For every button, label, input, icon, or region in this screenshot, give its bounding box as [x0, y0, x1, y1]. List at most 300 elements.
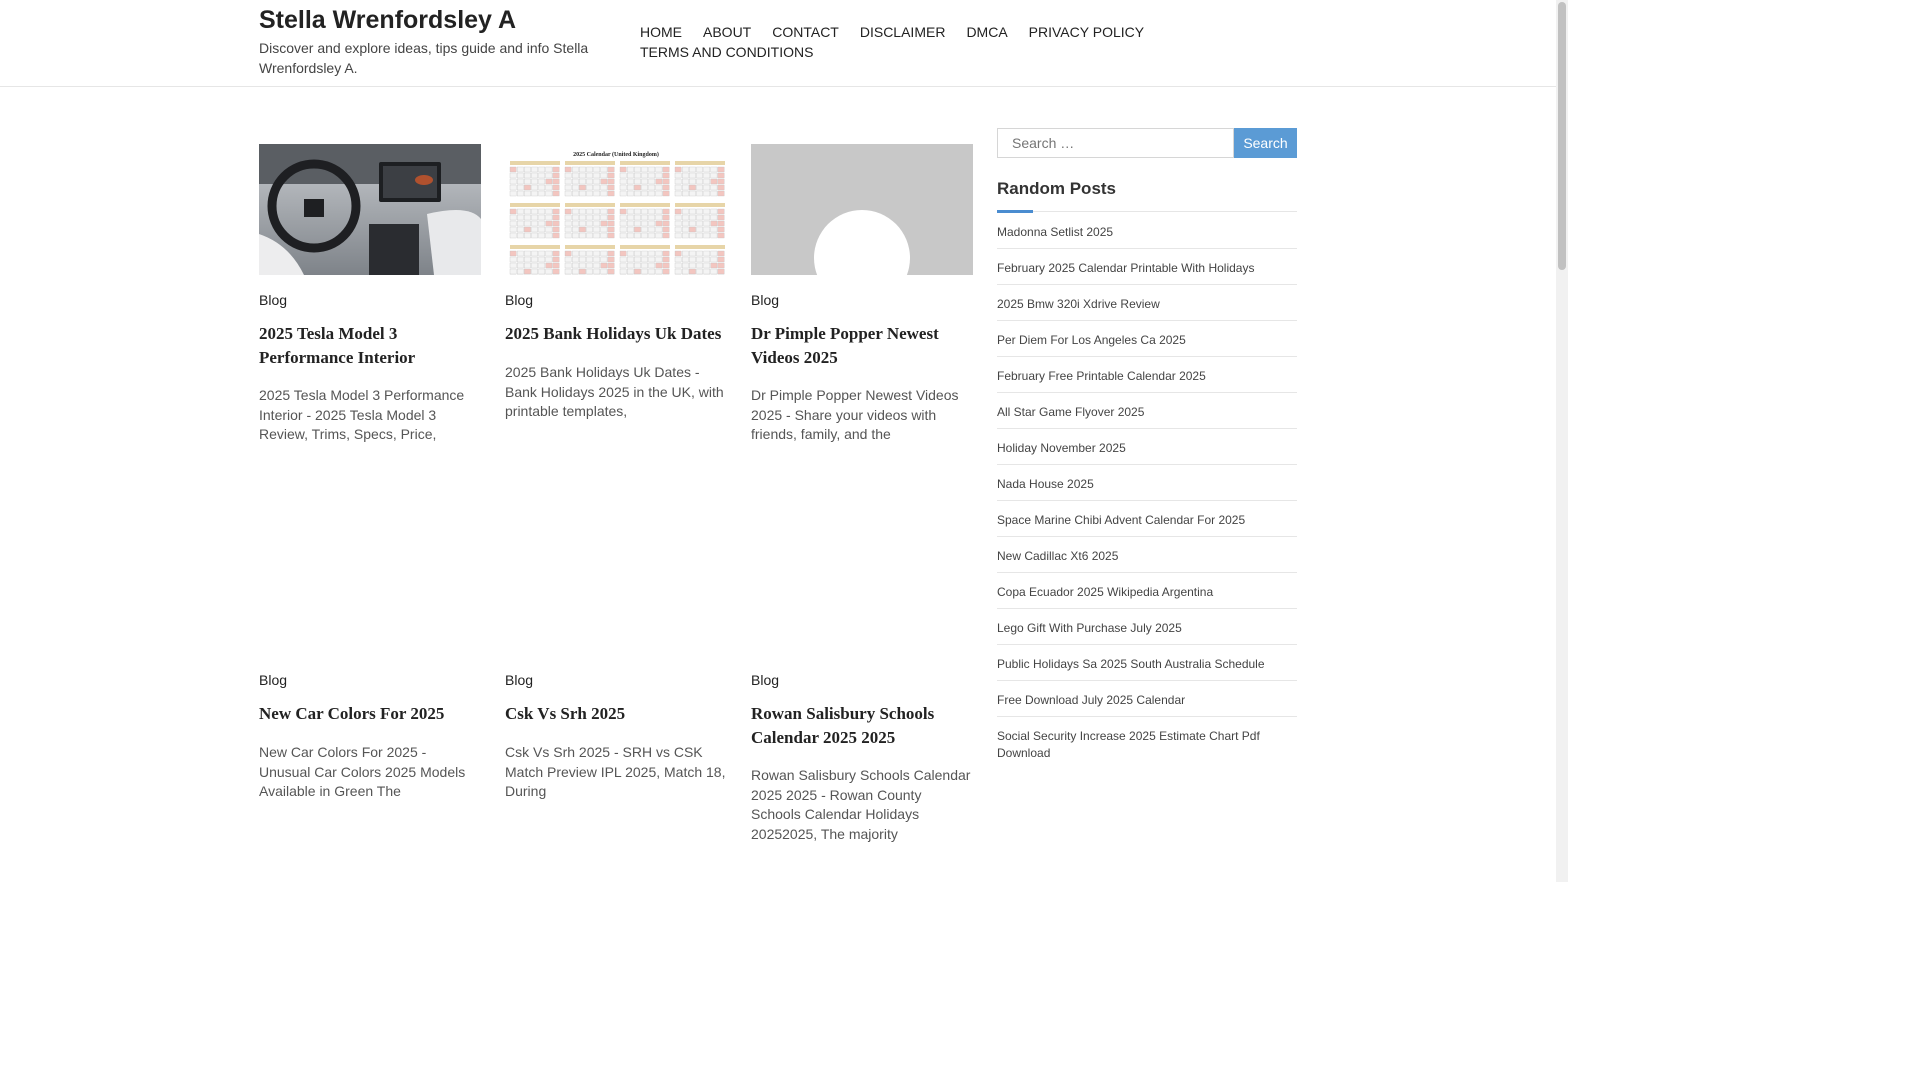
- calendar-day-cell: [546, 167, 552, 172]
- calendar-day-cell: [634, 179, 640, 184]
- calendar-day-cell: [696, 269, 702, 274]
- calendar-day-cell: [524, 257, 530, 262]
- calendar-day-cell: [682, 209, 688, 214]
- calendar-day-cell: [586, 209, 592, 214]
- random-post-link[interactable]: Lego Gift With Purchase July 2025: [997, 609, 1297, 645]
- calendar-day-cell: [641, 209, 647, 214]
- calendar-day-cell: [601, 185, 607, 190]
- post-category[interactable]: Blog: [751, 672, 780, 688]
- calendar-day-cell: [546, 251, 552, 256]
- calendar-day-cell: [627, 167, 633, 172]
- calendar-day-cell: [649, 215, 655, 220]
- random-post-link[interactable]: Social Security Increase 2025 Estimate Chart Pdf Download: [997, 729, 1260, 760]
- calendar-day-cell: [704, 257, 710, 262]
- calendar-day-cell: [572, 251, 578, 256]
- calendar-day-cell: [517, 263, 523, 268]
- calendar-day-cell: [689, 257, 695, 262]
- calendar-day-cell: [539, 221, 545, 226]
- calendar-day-cell: [656, 221, 662, 226]
- calendar-day-cell: [656, 233, 662, 238]
- calendar-day-cell: [524, 251, 530, 256]
- calendar-day-cell: [634, 167, 640, 172]
- calendar-day-cell: [711, 209, 717, 214]
- random-post-link[interactable]: February 2025 Calendar Printable With Holidays: [997, 249, 1297, 285]
- calendar-day-cell: [656, 251, 662, 256]
- calendar-month-header: [510, 245, 560, 249]
- random-posts-title: Random Posts: [997, 179, 1117, 198]
- calendar-day-cell: [510, 191, 516, 196]
- random-post-link[interactable]: Copa Ecuador 2025 Wikipedia Argentina: [997, 573, 1297, 609]
- calendar-day-cell: [663, 257, 669, 262]
- calendar-day-cell: [579, 263, 585, 268]
- calendar-day-cell: [531, 233, 537, 238]
- calendar-day-cell: [553, 263, 559, 268]
- post-title[interactable]: Csk Vs Srh 2025: [505, 704, 626, 723]
- calendar-day-cell: [565, 173, 571, 178]
- calendar-day-cell: [718, 173, 724, 178]
- calendar-day-cell: [718, 269, 724, 274]
- calendar-day-cell: [663, 227, 669, 232]
- calendar-day-cell: [627, 191, 633, 196]
- calendar-day-cell: [553, 221, 559, 226]
- calendar-day-cell: [620, 251, 626, 256]
- calendar-day-cell: [656, 257, 662, 262]
- post-excerpt: Dr Pimple Popper Newest Videos 2025 - Share your videos with friends, family, and the: [751, 387, 959, 442]
- calendar-day-cell: [711, 173, 717, 178]
- calendar-day-cell: [608, 173, 614, 178]
- calendar-day-cell: [601, 173, 607, 178]
- calendar-day-cell: [675, 167, 681, 172]
- random-post-link[interactable]: Per Diem For Los Angeles Ca 2025: [997, 321, 1297, 357]
- calendar-day-cell: [594, 227, 600, 232]
- calendar-day-cell: [517, 215, 523, 220]
- calendar-day-cell: [711, 269, 717, 274]
- calendar-day-cell: [634, 185, 640, 190]
- calendar-day-cell: [641, 179, 647, 184]
- calendar-day-cell: [565, 227, 571, 232]
- calendar-day-cell: [634, 263, 640, 268]
- calendar-day-cell: [586, 227, 592, 232]
- calendar-month-header: [620, 245, 670, 249]
- post-category[interactable]: Blog: [505, 672, 534, 688]
- calendar-day-cell: [601, 215, 607, 220]
- calendar-day-cell: [586, 251, 592, 256]
- calendar-day-cell: [649, 179, 655, 184]
- calendar-day-cell: [586, 179, 592, 184]
- calendar-day-cell: [572, 257, 578, 262]
- calendar-day-cell: [601, 263, 607, 268]
- calendar-day-cell: [620, 167, 626, 172]
- calendar-day-cell: [682, 227, 688, 232]
- calendar-day-cell: [620, 173, 626, 178]
- calendar-day-cell: [696, 221, 702, 226]
- calendar-day-cell: [663, 251, 669, 256]
- scrollbar-thumb[interactable]: [1558, 2, 1566, 270]
- calendar-day-cell: [546, 179, 552, 184]
- nav-terms-and-conditions[interactable]: TERMS AND CONDITIONS: [640, 43, 814, 60]
- calendar-day-cell: [594, 221, 600, 226]
- calendar-day-cell: [675, 173, 681, 178]
- calendar-day-cell: [663, 263, 669, 268]
- post-thumbnail-tesla-interior[interactable]: [259, 144, 481, 275]
- calendar-day-cell: [641, 263, 647, 268]
- calendar-day-cell: [682, 263, 688, 268]
- calendar-day-cell: [579, 209, 585, 214]
- calendar-day-cell: [601, 167, 607, 172]
- calendar-day-cell: [531, 185, 537, 190]
- calendar-day-cell: [565, 251, 571, 256]
- calendar-day-cell: [546, 173, 552, 178]
- calendar-day-cell: [594, 269, 600, 274]
- calendar-day-cell: [711, 251, 717, 256]
- calendar-day-cell: [649, 257, 655, 262]
- calendar-day-cell: [553, 185, 559, 190]
- calendar-day-cell: [718, 257, 724, 262]
- calendar-day-cell: [553, 209, 559, 214]
- random-post-link[interactable]: 2025 Bmw 320i Xdrive Review: [997, 285, 1297, 321]
- main-nav: [640, 23, 1180, 62]
- site-description: Discover and explore ideas, tips guide and info Stella Wrenfordsley A.: [259, 40, 589, 76]
- calendar-day-cell: [634, 191, 640, 196]
- calendar-day-cell: [572, 227, 578, 232]
- calendar-day-cell: [510, 179, 516, 184]
- calendar-day-cell: [572, 269, 578, 274]
- calendar-day-cell: [524, 173, 530, 178]
- calendar-day-cell: [553, 173, 559, 178]
- calendar-day-cell: [572, 179, 578, 184]
- calendar-day-cell: [539, 173, 545, 178]
- calendar-day-cell: [711, 221, 717, 226]
- calendar-day-cell: [572, 209, 578, 214]
- calendar-day-cell: [546, 263, 552, 268]
- post-card: [751, 144, 973, 444]
- calendar-day-cell: [601, 227, 607, 232]
- post-card: [259, 144, 481, 444]
- calendar-day-cell: [608, 227, 614, 232]
- calendar-day-cell: [675, 227, 681, 232]
- calendar-day-cell: [696, 227, 702, 232]
- calendar-day-cell: [704, 233, 710, 238]
- random-post-link[interactable]: Nada House 2025: [997, 465, 1297, 501]
- nav-disclaimer[interactable]: DISCLAIMER: [859, 24, 946, 40]
- calendar-day-cell: [675, 233, 681, 238]
- calendar-day-cell: [517, 269, 523, 274]
- calendar-day-cell: [689, 179, 695, 184]
- calendar-day-cell: [553, 167, 559, 172]
- calendar-day-cell: [565, 221, 571, 226]
- calendar-day-cell: [601, 269, 607, 274]
- calendar-image: [505, 144, 727, 275]
- calendar-day-cell: [586, 263, 592, 268]
- calendar-day-cell: [546, 233, 552, 238]
- calendar-day-cell: [531, 263, 537, 268]
- calendar-day-cell: [546, 257, 552, 262]
- calendar-day-cell: [620, 227, 626, 232]
- calendar-day-cell: [682, 173, 688, 178]
- calendar-day-cell: [517, 179, 523, 184]
- calendar-day-cell: [620, 257, 626, 262]
- calendar-day-cell: [553, 227, 559, 232]
- calendar-day-cell: [586, 191, 592, 196]
- nav-contact[interactable]: CONTACT: [772, 24, 839, 40]
- calendar-day-cell: [682, 215, 688, 220]
- calendar-day-cell: [696, 179, 702, 184]
- calendar-day-cell: [696, 209, 702, 214]
- search-button[interactable]: Search: [1234, 128, 1297, 158]
- calendar-day-cell: [517, 185, 523, 190]
- calendar-day-cell: [675, 257, 681, 262]
- calendar-day-cell: [675, 263, 681, 268]
- calendar-day-cell: [689, 167, 695, 172]
- calendar-day-cell: [586, 167, 592, 172]
- calendar-day-cell: [627, 185, 633, 190]
- random-post-link[interactable]: Free Download July 2025 Calendar: [997, 681, 1297, 717]
- calendar-day-cell: [675, 185, 681, 190]
- calendar-day-cell: [711, 185, 717, 190]
- site-title[interactable]: Stella Wrenfordsley A: [259, 6, 517, 34]
- nav-home[interactable]: HOME: [640, 24, 682, 40]
- calendar-day-cell: [704, 191, 710, 196]
- calendar-day-cell: [718, 167, 724, 172]
- calendar-day-cell: [608, 191, 614, 196]
- calendar-day-cell: [696, 257, 702, 262]
- calendar-day-cell: [608, 251, 614, 256]
- calendar-day-cell: [682, 221, 688, 226]
- calendar-day-cell: [682, 167, 688, 172]
- calendar-day-cell: [553, 215, 559, 220]
- calendar-day-cell: [608, 215, 614, 220]
- calendar-day-cell: [539, 209, 545, 214]
- page-scrollbar[interactable]: [1556, 0, 1568, 882]
- post-category[interactable]: Blog: [751, 292, 780, 308]
- calendar-day-cell: [663, 215, 669, 220]
- calendar-day-cell: [594, 191, 600, 196]
- calendar-day-cell: [517, 233, 523, 238]
- calendar-day-cell: [608, 257, 614, 262]
- calendar-day-cell: [663, 179, 669, 184]
- calendar-day-cell: [531, 173, 537, 178]
- calendar-day-cell: [565, 257, 571, 262]
- calendar-day-cell: [641, 185, 647, 190]
- calendar-day-cell: [711, 179, 717, 184]
- calendar-day-cell: [711, 167, 717, 172]
- calendar-day-cell: [586, 173, 592, 178]
- calendar-day-cell: [531, 221, 537, 226]
- calendar-day-cell: [696, 191, 702, 196]
- calendar-day-cell: [696, 167, 702, 172]
- calendar-day-cell: [594, 263, 600, 268]
- post-thumbnail-placeholder[interactable]: [751, 144, 973, 275]
- calendar-day-cell: [718, 179, 724, 184]
- random-post-link[interactable]: New Cadillac Xt6 2025: [997, 537, 1297, 573]
- calendar-day-cell: [510, 221, 516, 226]
- calendar-day-cell: [620, 215, 626, 220]
- calendar-day-cell: [524, 269, 530, 274]
- calendar-day-cell: [510, 227, 516, 232]
- calendar-day-cell: [649, 191, 655, 196]
- calendar-day-cell: [601, 209, 607, 214]
- calendar-day-cell: [627, 173, 633, 178]
- post-title[interactable]: Dr Pimple Popper Newest Videos 2025: [751, 324, 939, 367]
- calendar-day-cell: [510, 263, 516, 268]
- calendar-day-cell: [656, 179, 662, 184]
- post-card: [751, 672, 973, 852]
- calendar-day-cell: [682, 257, 688, 262]
- calendar-day-cell: [531, 269, 537, 274]
- calendar-day-cell: [553, 191, 559, 196]
- calendar-day-cell: [601, 233, 607, 238]
- calendar-day-cell: [531, 251, 537, 256]
- post-title[interactable]: New Car Colors For 2025: [259, 704, 445, 723]
- calendar-day-cell: [704, 173, 710, 178]
- calendar-day-cell: [608, 167, 614, 172]
- post-title[interactable]: Rowan Salisbury Schools Calendar 2025 2025: [751, 704, 935, 747]
- calendar-day-cell: [718, 215, 724, 220]
- calendar-month-header: [510, 161, 560, 165]
- calendar-day-cell: [641, 167, 647, 172]
- calendar-day-cell: [531, 179, 537, 184]
- calendar-day-cell: [634, 215, 640, 220]
- calendar-day-cell: [565, 209, 571, 214]
- calendar-day-cell: [586, 215, 592, 220]
- calendar-day-cell: [601, 221, 607, 226]
- calendar-day-cell: [689, 227, 695, 232]
- calendar-day-cell: [594, 185, 600, 190]
- calendar-day-cell: [579, 227, 585, 232]
- calendar-month-header: [675, 203, 725, 207]
- calendar-day-cell: [675, 215, 681, 220]
- calendar-day-cell: [517, 251, 523, 256]
- calendar-day-cell: [656, 209, 662, 214]
- post-category[interactable]: Blog: [259, 292, 288, 308]
- calendar-day-cell: [510, 209, 516, 214]
- calendar-day-cell: [711, 191, 717, 196]
- calendar-day-cell: [634, 173, 640, 178]
- calendar-day-cell: [620, 191, 626, 196]
- calendar-day-cell: [579, 251, 585, 256]
- calendar-day-cell: [608, 233, 614, 238]
- search-form: [997, 128, 1297, 158]
- random-post-link[interactable]: February Free Printable Calendar 2025: [997, 357, 1297, 393]
- calendar-day-cell: [539, 167, 545, 172]
- calendar-day-cell: [649, 269, 655, 274]
- random-post-link[interactable]: Holiday November 2025: [997, 429, 1297, 465]
- calendar-day-cell: [517, 191, 523, 196]
- post-category[interactable]: Blog: [259, 672, 288, 688]
- calendar-day-cell: [565, 179, 571, 184]
- nav-privacy-policy[interactable]: PRIVACY POLICY: [1028, 24, 1145, 40]
- post-category[interactable]: Blog: [505, 292, 534, 308]
- calendar-day-cell: [689, 209, 695, 214]
- random-post-link[interactable]: Space Marine Chibi Advent Calendar For 2025: [997, 501, 1297, 537]
- post-card: [505, 672, 727, 812]
- calendar-day-cell: [510, 173, 516, 178]
- calendar-day-cell: [546, 269, 552, 274]
- calendar-day-cell: [620, 233, 626, 238]
- calendar-day-cell: [565, 185, 571, 190]
- calendar-day-cell: [711, 257, 717, 262]
- calendar-day-cell: [718, 191, 724, 196]
- calendar-day-cell: [641, 191, 647, 196]
- calendar-day-cell: [675, 269, 681, 274]
- calendar-day-cell: [696, 173, 702, 178]
- random-post-link[interactable]: Madonna Setlist 2025: [997, 213, 1297, 249]
- calendar-day-cell: [601, 191, 607, 196]
- calendar-day-cell: [696, 215, 702, 220]
- calendar-day-cell: [634, 227, 640, 232]
- calendar-day-cell: [579, 179, 585, 184]
- calendar-day-cell: [696, 233, 702, 238]
- calendar-day-cell: [546, 191, 552, 196]
- site-header: [0, 0, 1556, 87]
- calendar-day-cell: [524, 179, 530, 184]
- post-card: [259, 672, 481, 812]
- calendar-day-cell: [531, 167, 537, 172]
- calendar-day-cell: [517, 167, 523, 172]
- calendar-day-cell: [675, 209, 681, 214]
- calendar-day-cell: [594, 209, 600, 214]
- calendar-month-header: [620, 203, 670, 207]
- calendar-day-cell: [553, 269, 559, 274]
- calendar-day-cell: [594, 215, 600, 220]
- calendar-day-cell: [704, 269, 710, 274]
- calendar-day-cell: [689, 215, 695, 220]
- calendar-day-cell: [649, 167, 655, 172]
- post-title[interactable]: 2025 Bank Holidays Uk Dates: [505, 324, 722, 343]
- calendar-day-cell: [539, 263, 545, 268]
- calendar-day-cell: [675, 251, 681, 256]
- calendar-day-cell: [656, 227, 662, 232]
- calendar-day-cell: [641, 221, 647, 226]
- search-input[interactable]: [997, 128, 1234, 158]
- calendar-day-cell: [608, 263, 614, 268]
- calendar-day-cell: [704, 221, 710, 226]
- nav-about[interactable]: ABOUT: [703, 24, 752, 40]
- calendar-day-cell: [539, 179, 545, 184]
- calendar-day-cell: [682, 185, 688, 190]
- calendar-day-cell: [539, 185, 545, 190]
- calendar-month-header: [510, 203, 560, 207]
- calendar-day-cell: [663, 185, 669, 190]
- calendar-day-cell: [579, 221, 585, 226]
- post-title[interactable]: 2025 Tesla Model 3 Performance Interior: [259, 324, 416, 367]
- calendar-day-cell: [627, 251, 633, 256]
- random-post-link[interactable]: All Star Game Flyover 2025: [997, 393, 1297, 429]
- calendar-day-cell: [579, 185, 585, 190]
- random-post-link[interactable]: Public Holidays Sa 2025 South Australia Schedule: [997, 645, 1297, 681]
- calendar-day-cell: [627, 233, 633, 238]
- random-posts-list: [997, 213, 1297, 769]
- calendar-day-cell: [689, 269, 695, 274]
- calendar-day-cell: [711, 263, 717, 268]
- calendar-day-cell: [586, 185, 592, 190]
- calendar-day-cell: [689, 173, 695, 178]
- calendar-day-cell: [565, 215, 571, 220]
- calendar-day-cell: [682, 251, 688, 256]
- calendar-day-cell: [656, 263, 662, 268]
- calendar-day-cell: [553, 179, 559, 184]
- calendar-month-header: [565, 203, 615, 207]
- calendar-day-cell: [689, 233, 695, 238]
- calendar-day-cell: [517, 209, 523, 214]
- post-thumbnail-uk-calendar[interactable]: [505, 144, 727, 275]
- calendar-day-cell: [634, 209, 640, 214]
- calendar-day-cell: [539, 191, 545, 196]
- calendar-day-cell: [656, 269, 662, 274]
- nav-dmca[interactable]: DMCA: [966, 24, 1008, 40]
- calendar-day-cell: [546, 185, 552, 190]
- calendar-day-cell: [649, 185, 655, 190]
